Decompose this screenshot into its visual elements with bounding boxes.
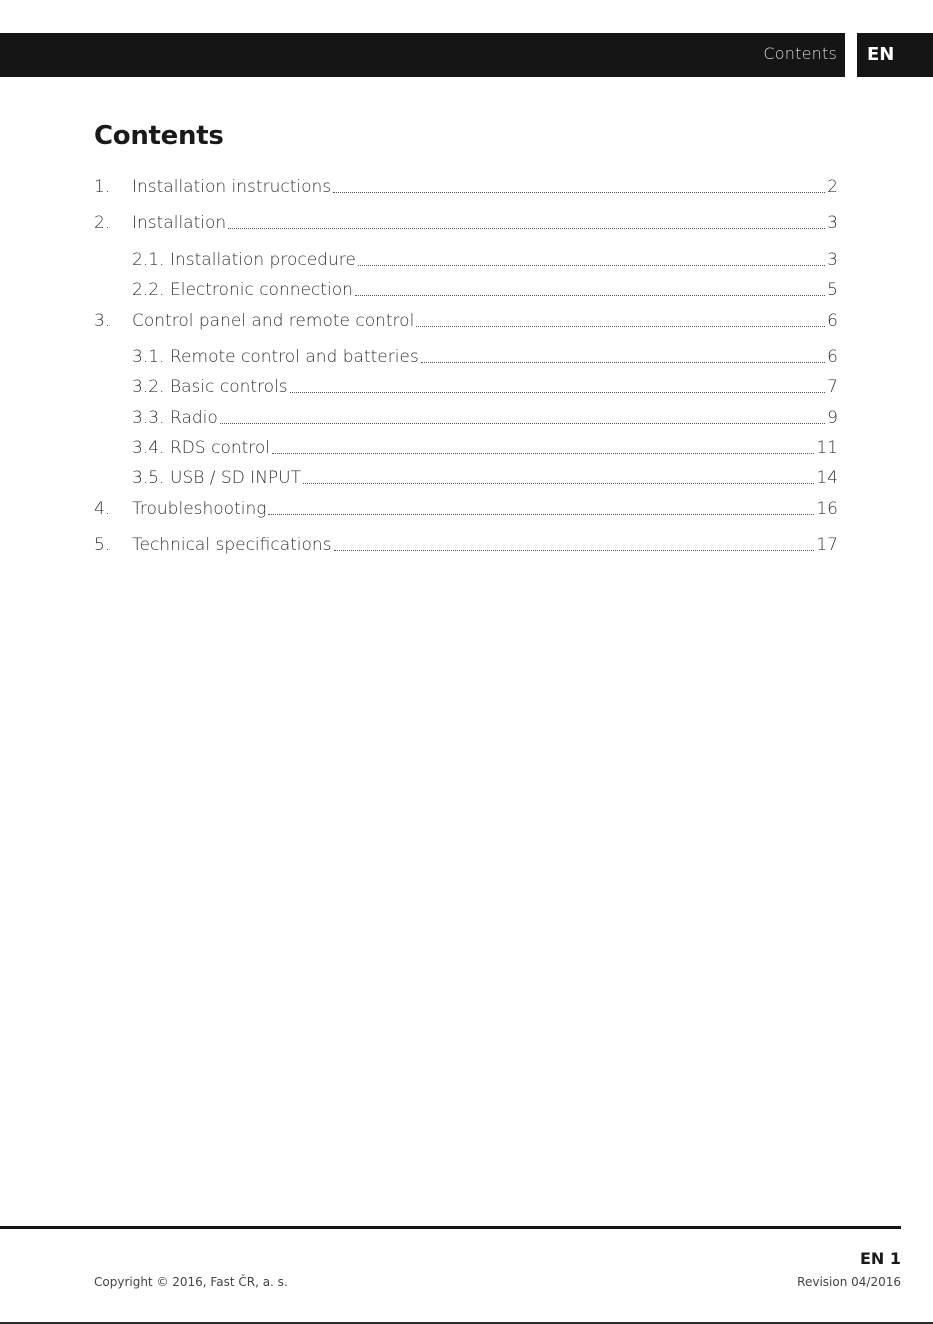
toc-item-control-panel[interactable] [94,306,838,332]
toc-item-number: 3.1. [132,347,165,367]
toc-item-number: 2.2. [132,280,165,300]
toc-item-electronic-connection[interactable] [132,275,838,301]
toc-item-page: 17 [816,535,838,555]
toc-item-page: 11 [816,438,838,458]
footer-revision: Revision 04/2016 [797,1275,901,1289]
toc-item-title: Technical specifications [132,535,332,555]
toc-item-number: 3.5. [132,468,165,488]
footer-page-number: EN 1 [859,1249,901,1268]
toc-item-number: 2.1. [132,250,165,270]
toc-item-title: Remote control and batteries [170,347,419,367]
language-badge: EN [857,33,933,77]
toc-item-number: 3.2. [132,377,165,397]
toc-dot-leader [333,191,825,193]
footer-copyright: Copyright © 2016, Fast ČR, a. s. [94,1275,288,1289]
toc-item-page: 6 [827,311,838,331]
toc-item-page: 7 [827,377,838,397]
toc-item-remote-control-batteries[interactable] [132,342,838,368]
toc-item-number: 3. [94,311,111,331]
toc-item-installation[interactable] [94,208,838,234]
toc-dot-leader [334,549,815,551]
toc-item-page: 2 [827,177,838,197]
toc-item-title: Control panel and remote control [132,311,415,331]
toc-item-title: Radio [170,408,218,428]
toc-item-page: 14 [816,468,838,488]
toc-item-rds-control[interactable] [132,433,838,459]
toc-item-number: 5. [94,535,111,555]
toc-item-number: 3.4. [132,438,165,458]
toc-item-troubleshooting[interactable] [94,494,838,520]
toc-item-title: Installation procedure [170,250,356,270]
header-bar [0,33,845,77]
toc-item-title: Installation [132,213,227,233]
toc-dot-leader [421,361,825,363]
toc-item-page: 3 [827,213,838,233]
footer-divider [0,1226,901,1229]
toc-item-title: USB / SD INPUT [170,468,301,488]
toc-item-usb-sd-input[interactable] [132,463,838,489]
toc-item-number: 1. [94,177,111,197]
toc-item-title: Electronic connection [170,280,353,300]
toc-item-installation-procedure[interactable] [132,245,838,271]
toc-item-title: Basic controls [170,377,288,397]
toc-item-page: 5 [827,280,838,300]
page-title: Contents [94,121,224,151]
toc-dot-leader [272,452,814,454]
toc-item-number: 2. [94,213,111,233]
toc-item-page: 6 [827,347,838,367]
toc-dot-leader [416,325,825,327]
toc-dot-leader [290,391,826,393]
toc-item-basic-controls[interactable] [132,372,838,398]
toc-dot-leader [358,264,825,266]
toc-item-title: RDS control [170,438,271,458]
toc-dot-leader [228,227,825,229]
toc-item-title: Troubleshooting [132,499,267,519]
toc-item-radio[interactable] [132,403,838,429]
toc-item-number: 3.3. [132,408,165,428]
toc-dot-leader [268,513,814,515]
toc-item-installation-instructions[interactable] [94,172,838,198]
toc-dot-leader [220,422,825,424]
toc-item-title: Installation instructions [132,177,332,197]
toc-item-page: 3 [827,250,838,270]
header-section-label: Contents [763,44,837,63]
toc-dot-leader [303,482,814,484]
toc-item-number: 4. [94,499,111,519]
toc-dot-leader [355,294,825,296]
toc-item-page: 16 [816,499,838,519]
toc-item-page: 9 [827,408,838,428]
toc-item-technical-specifications[interactable] [94,530,838,556]
